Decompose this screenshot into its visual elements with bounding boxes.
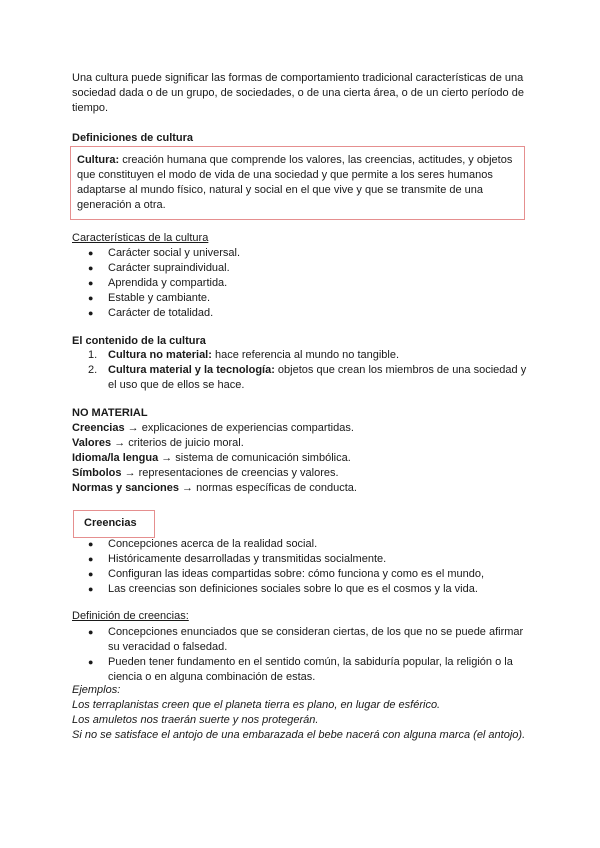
creencias-label-box: Creencias: [73, 510, 155, 538]
no-material-item: [72, 436, 532, 451]
intro-paragraph: Una cultura puede significar las formas de comportamiento tradicional características de una sociedad dada o de un grupo, de sociedades, o de una cierta área, o de un cierto período de tiempo.: [72, 72, 524, 114]
definiciones-heading: Definiciones de cultura: [72, 132, 194, 144]
ejemplos-section: [72, 683, 532, 743]
ejemplo-line: Los amuletos nos traerán suerte y nos protegerán.: [72, 714, 319, 726]
list-item: ● Estable y cambiante.: [72, 291, 532, 306]
item-term: Idioma/la lengua: [72, 452, 159, 464]
item-text: → sistema de comunicación simbólica.: [158, 452, 351, 464]
item-term: Creencias: [72, 422, 125, 434]
creencias-list: [72, 537, 532, 597]
definicion-creencias-heading: Definición de creencias:: [72, 610, 189, 622]
contenido-list: [72, 348, 532, 393]
list-item: ● Carácter de totalidad.: [72, 306, 532, 321]
item-text: → criterios de juicio moral.: [111, 437, 244, 449]
item-text: → explicaciones de experiencias compartidas.: [124, 422, 354, 434]
list-number: 1.: [88, 349, 98, 361]
list-item: ● Configuran las ideas compartidas sobre: cómo funciona y como es el mundo,: [72, 567, 532, 582]
item-text: → representaciones de creencias y valores.: [121, 467, 339, 479]
definicion-creencias-list: [72, 625, 532, 685]
list-item: ● Carácter supraindividual.: [72, 261, 532, 276]
list-number: 2.: [88, 364, 98, 376]
item-text: → normas específicas de conducta.: [179, 482, 357, 494]
definicion-text: creación humana que comprende los valores, las creencias, actitudes, y objetos que constituyen el modo de vida de una sociedad y que permite a los seres humanos adaptarse al mundo físico, natural y social en el que vive y que se transmite de una generación a otra.: [77, 154, 513, 211]
list-item: ● Concepciones acerca de la realidad social.: [72, 537, 532, 552]
list-item: ● Carácter social y universal.: [72, 246, 532, 261]
ejemplos-heading: Ejemplos:: [72, 684, 121, 696]
contenido-heading: El contenido de la cultura: [72, 335, 206, 347]
definicion-cultura-box: [70, 146, 525, 220]
caracteristicas-list: [72, 246, 532, 321]
list-text: objetos que crean los miembros de una sociedad y el uso que de ellos se hace.: [108, 364, 527, 391]
no-material-heading: NO MATERIAL: [72, 407, 148, 419]
list-term: Cultura material y la tecnología:: [108, 364, 275, 376]
list-item: ● Las creencias son definiciones sociales sobre lo que es el cosmos y la vida.: [72, 582, 532, 597]
item-term: Símbolos: [72, 467, 122, 479]
ejemplo-line: Si no se satisface el antojo de una embarazada el bebe nacerá con alguna marca (el antojo).: [72, 729, 526, 741]
definicion-term: Cultura:: [77, 154, 120, 166]
list-text: hace referencia al mundo no tangible.: [211, 349, 400, 361]
item-term: Valores: [72, 437, 112, 449]
ejemplo-line: Los terraplanistas creen que el planeta tierra es plano, en lugar de esférico.: [72, 699, 441, 711]
no-material-section: [72, 406, 532, 496]
no-material-item: [72, 421, 532, 436]
list-term: Cultura no material:: [108, 349, 212, 361]
list-item: ● Aprendida y compartida.: [72, 276, 532, 291]
item-term: Normas y sanciones: [72, 482, 179, 494]
caracteristicas-heading: Características de la cultura: [72, 232, 209, 244]
list-item: ● Históricamente desarrolladas y transmitidas socialmente.: [72, 552, 532, 567]
no-material-item: [72, 451, 532, 466]
no-material-item: [72, 466, 532, 481]
no-material-item: [72, 481, 532, 496]
list-item: ● Concepciones enunciados que se consideran ciertas, de los que no se puede afirmar su veracidad o falsedad.: [72, 625, 532, 655]
list-item: [72, 363, 532, 393]
list-item: [72, 348, 532, 363]
list-item: ● Pueden tener fundamento en el sentido común, la sabiduría popular, la religión o la ciencia o en alguna combinación de estas.: [72, 655, 532, 685]
